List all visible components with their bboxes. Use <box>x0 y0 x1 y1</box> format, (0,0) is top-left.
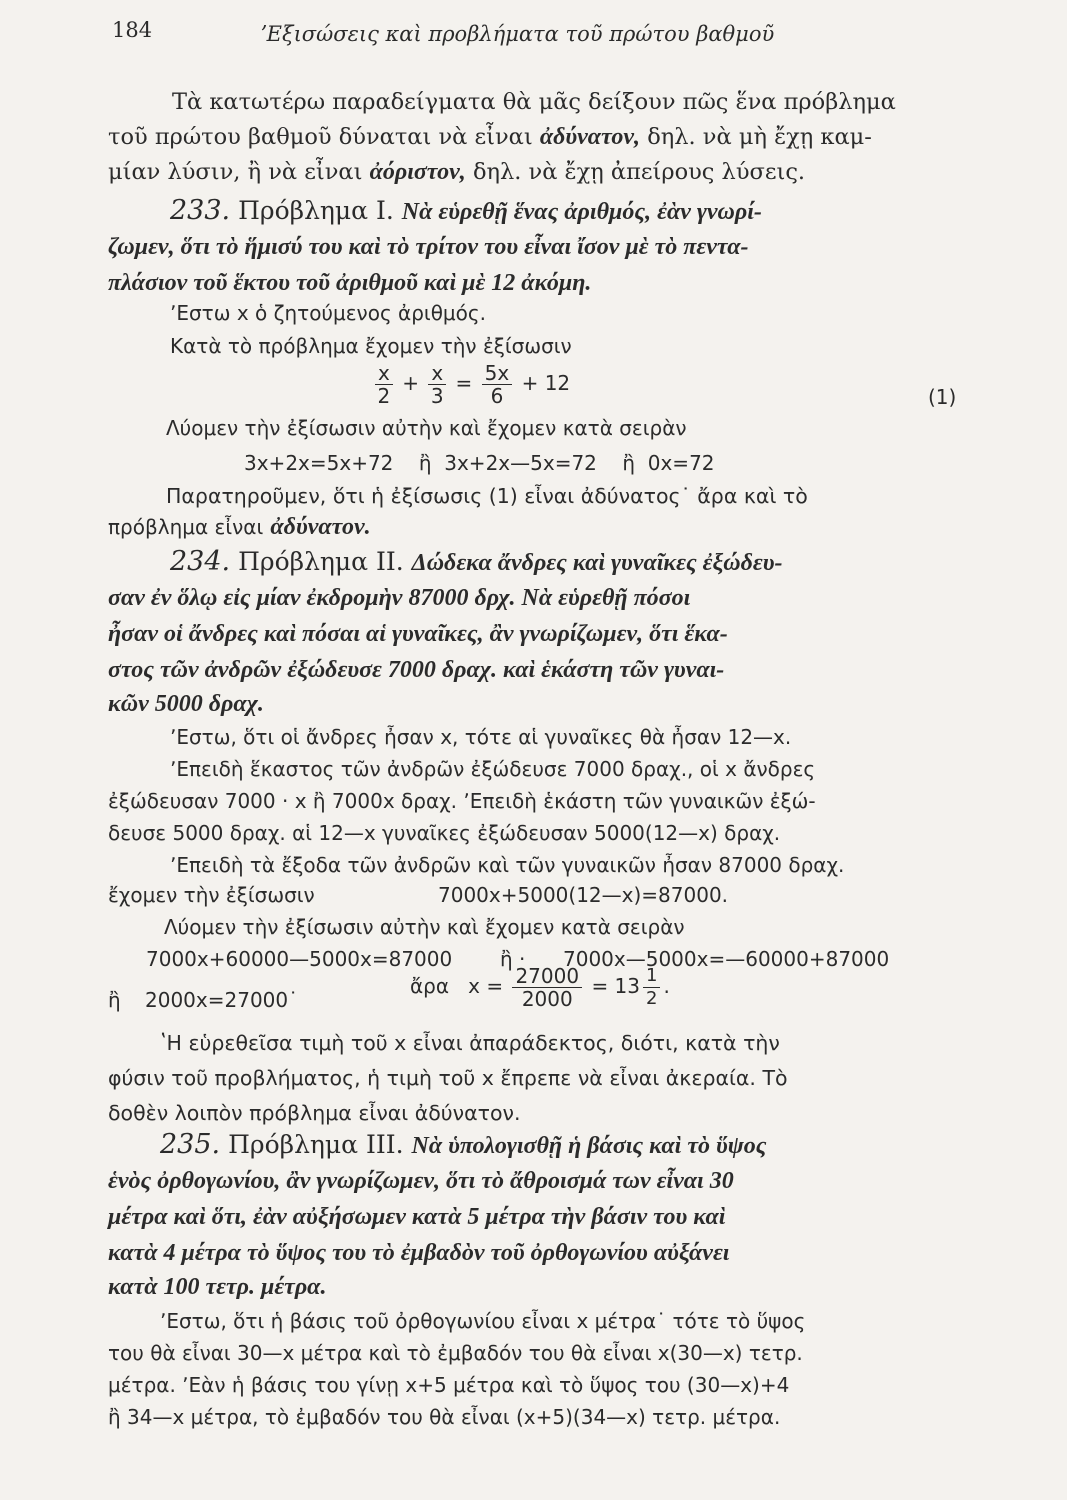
equation: 7000x—5000x=—60000+87000 <box>563 947 890 971</box>
text-line: του θὰ εἶναι 30—x μέτρα καὶ τὸ ἐμβαδόν του θὰ εἶναι x(30—x) τετρ. <box>108 1341 803 1365</box>
page-number: 184 <box>112 18 153 42</box>
emphasis-indeterminate: ἀόριστον, <box>369 159 466 185</box>
text-line: φύσιν τοῦ προβλήματος, ἡ τιμὴ τοῦ x ἔπρεπε νὰ εἶναι ἀκεραία. Τὸ <box>108 1066 788 1090</box>
statement-line: ἦσαν οἱ ἄνδρες καὶ πόσαι αἱ γυναῖκες, ἂν γνωρίζωμεν, ὅτι ἕκα- <box>108 621 728 647</box>
emphasis-impossible: ἀδύνατον. <box>270 514 371 540</box>
intro-line-2: τοῦ πρώτου βαθμοῦ δύναται νὰ εἶναι ἀδύνατον, δηλ. νὰ μὴ ἔχῃ καμ- <box>108 124 872 150</box>
fraction: $\frac{27000}{2000}$ <box>512 965 582 1010</box>
running-title: ʼΕξισώσεις καὶ προβλήματα τοῦ πρώτου βαθμοῦ <box>260 22 775 46</box>
problem-number: 233. <box>170 195 231 226</box>
statement-line: κῶν 5000 δραχ. <box>108 691 264 717</box>
statement-line: στος τῶν ἀνδρῶν ἐξώδευσε 7000 δραχ. καὶ ἑκάστη τῶν γυναι- <box>108 657 725 683</box>
text-line: δοθὲν λοιπὸν πρόβλημα εἶναι ἀδύνατον. <box>108 1101 521 1125</box>
statement-line: κατὰ 4 μέτρα τὸ ὕψος του τὸ ἐμβαδὸν τοῦ ὀρθογωνίου αὐξάνει <box>108 1240 730 1266</box>
intro-line-3: μίαν λύσιν, ἢ νὰ εἶναι ἀόριστον, δηλ. νὰ ἔχῃ ἀπείρους λύσεις. <box>108 159 806 185</box>
problem-title: Πρόβλημα ΙΙΙ. <box>228 1130 404 1159</box>
text-line: ἔχομεν τὴν ἐξίσωσιν <box>108 883 315 907</box>
fraction: $\frac{5x}{6}$ <box>482 362 513 407</box>
emphasis-impossible: ἀδύνατον, <box>539 124 641 150</box>
text-line: ʼΕπειδὴ τὰ ἔξοδα τῶν ἀνδρῶν καὶ τῶν γυναικῶν ἦσαν 87000 δραχ. <box>170 853 845 877</box>
problem-number: 234. <box>170 546 231 577</box>
equation-connective: ἢ · <box>500 947 526 971</box>
text-line: ʼΕπειδὴ ἕκαστος τῶν ἀνδρῶν ἐξώδευσε 7000 δραχ., οἱ x ἄνδρες <box>170 757 816 781</box>
text-line: ἢ 34—x μέτρα, τὸ ἐμβαδόν του θὰ εἶναι (x+5)(34—x) τετρ. μέτρα. <box>108 1405 781 1429</box>
equation: 7000x+60000—5000x=87000 <box>146 947 453 971</box>
statement-line: ζωμεν, ὅτι τὸ ἥμισύ του καὶ τὸ τρίτον του εἶναι ἴσον μὲ τὸ πεντα- <box>108 234 749 260</box>
text-line: πρόβλημα εἶναι ἀδύνατον. <box>108 514 371 540</box>
text-line: ʼΕστω x ὁ ζητούμενος ἀριθμός. <box>170 301 486 325</box>
problem-233-heading: 233. Πρόβλημα Ι. Νὰ εὑρεθῇ ἕνας ἀριθμός, ἐὰν γνωρί- <box>170 195 762 226</box>
problem-234-heading: 234. Πρόβλημα ΙΙ. Δώδεκα ἄνδρες καὶ γυναῖκες ἐξώδευ- <box>170 546 783 577</box>
text-line: ʽΗ εὑρεθεῖσα τιμὴ τοῦ x εἶναι ἀπαράδεκτος, διότι, κατὰ τὴν <box>160 1031 780 1055</box>
equation: 2000x=27000˙ <box>145 988 299 1012</box>
text-line: δευσε 5000 δραχ. αἱ 12—x γυναῖκες ἐξώδευσαν 5000(12—x) δραχ. <box>108 821 781 845</box>
text-line: Λύομεν τὴν ἐξίσωσιν αὐτὴν καὶ ἔχομεν κατὰ σειρὰν <box>166 416 687 440</box>
problem-title: Πρόβλημα ΙΙ. <box>238 547 404 576</box>
equation-label: (1) <box>928 385 957 409</box>
equation-connective: ἢ <box>108 988 121 1012</box>
problem-235-heading: 235. Πρόβλημα ΙΙΙ. Νὰ ὑπολογισθῇ ἡ βάσις καὶ τὸ ὕψος <box>160 1129 767 1160</box>
fraction: $\frac{x}{2}$ <box>375 362 393 407</box>
text-line: Λύομεν τὴν ἐξίσωσιν αὐτὴν καὶ ἔχομεν κατὰ σειρὰν <box>164 915 685 939</box>
intro-line-1: Τὰ κατωτέρω παραδείγματα θὰ μᾶς δείξουν πῶς ἕνα πρόβλημα <box>172 89 896 115</box>
problem-number: 235. <box>160 1129 221 1160</box>
statement-line: πλάσιον τοῦ ἕκτου τοῦ ἀριθμοῦ καὶ μὲ 12 ἀκόμη. <box>108 270 592 296</box>
text-line: μέτρα. ʼΕὰν ἡ βάσις του γίνῃ x+5 μέτρα καὶ τὸ ὕψος του (30—x)+4 <box>108 1373 790 1397</box>
statement-line: κατὰ 100 τετρ. μέτρα. <box>108 1274 327 1300</box>
equation-result: ἄρα x = $\frac{27000}{2000}$ = 13 $\frac{1}{2}$ . <box>410 964 670 1011</box>
statement-line: σαν ἐν ὅλῳ εἰς μίαν ἐκδρομὴν 87000 δρχ. Νὰ εὑρεθῇ πόσοι <box>108 585 691 611</box>
statement-line: μέτρα καὶ ὅτι, ἐὰν αὐξήσωμεν κατὰ 5 μέτρα τὴν βάσιν του καὶ <box>108 1204 726 1230</box>
equation: 7000x+5000(12—x)=87000. <box>438 883 729 907</box>
text-line: ʼΕστω, ὅτι ἡ βάσις τοῦ ὀρθογωνίου εἶναι x μέτρα˙ τότε τὸ ὕψος <box>160 1309 806 1333</box>
fraction: $\frac{1}{2}$ <box>643 965 660 1010</box>
statement-line: ἑνὸς ὀρθογωνίου, ἂν γνωρίζωμεν, ὅτι τὸ ἄθροισμά των εἶναι 30 <box>108 1168 734 1194</box>
text-line: ʼΕστω, ὅτι οἱ ἄνδρες ἦσαν x, τότε αἱ γυναῖκες θὰ ἦσαν 12—x. <box>170 725 792 749</box>
fraction: $\frac{x}{3}$ <box>428 362 446 407</box>
text-line: Παρατηροῦμεν, ὅτι ἡ ἐξίσωσις (1) εἶναι ἀδύνατος˙ ἄρα καὶ τὸ <box>166 484 808 508</box>
equation-1: $\frac{x}{2}$ + $\frac{x}{3}$ = $\frac{5x}{6}$ + 12 <box>372 362 570 407</box>
equation-chain: 3x+2x=5x+72 ἢ 3x+2x—5x=72 ἢ 0x=72 <box>244 451 715 475</box>
text-line: ἐξώδευσαν 7000 · x ἢ 7000x δραχ. ʼΕπειδὴ ἑκάστη τῶν γυναικῶν ἐξώ- <box>108 789 816 813</box>
text-line: Κατὰ τὸ πρόβλημα ἔχομεν τὴν ἐξίσωσιν <box>170 334 572 358</box>
problem-title: Πρόβλημα Ι. <box>238 196 394 225</box>
